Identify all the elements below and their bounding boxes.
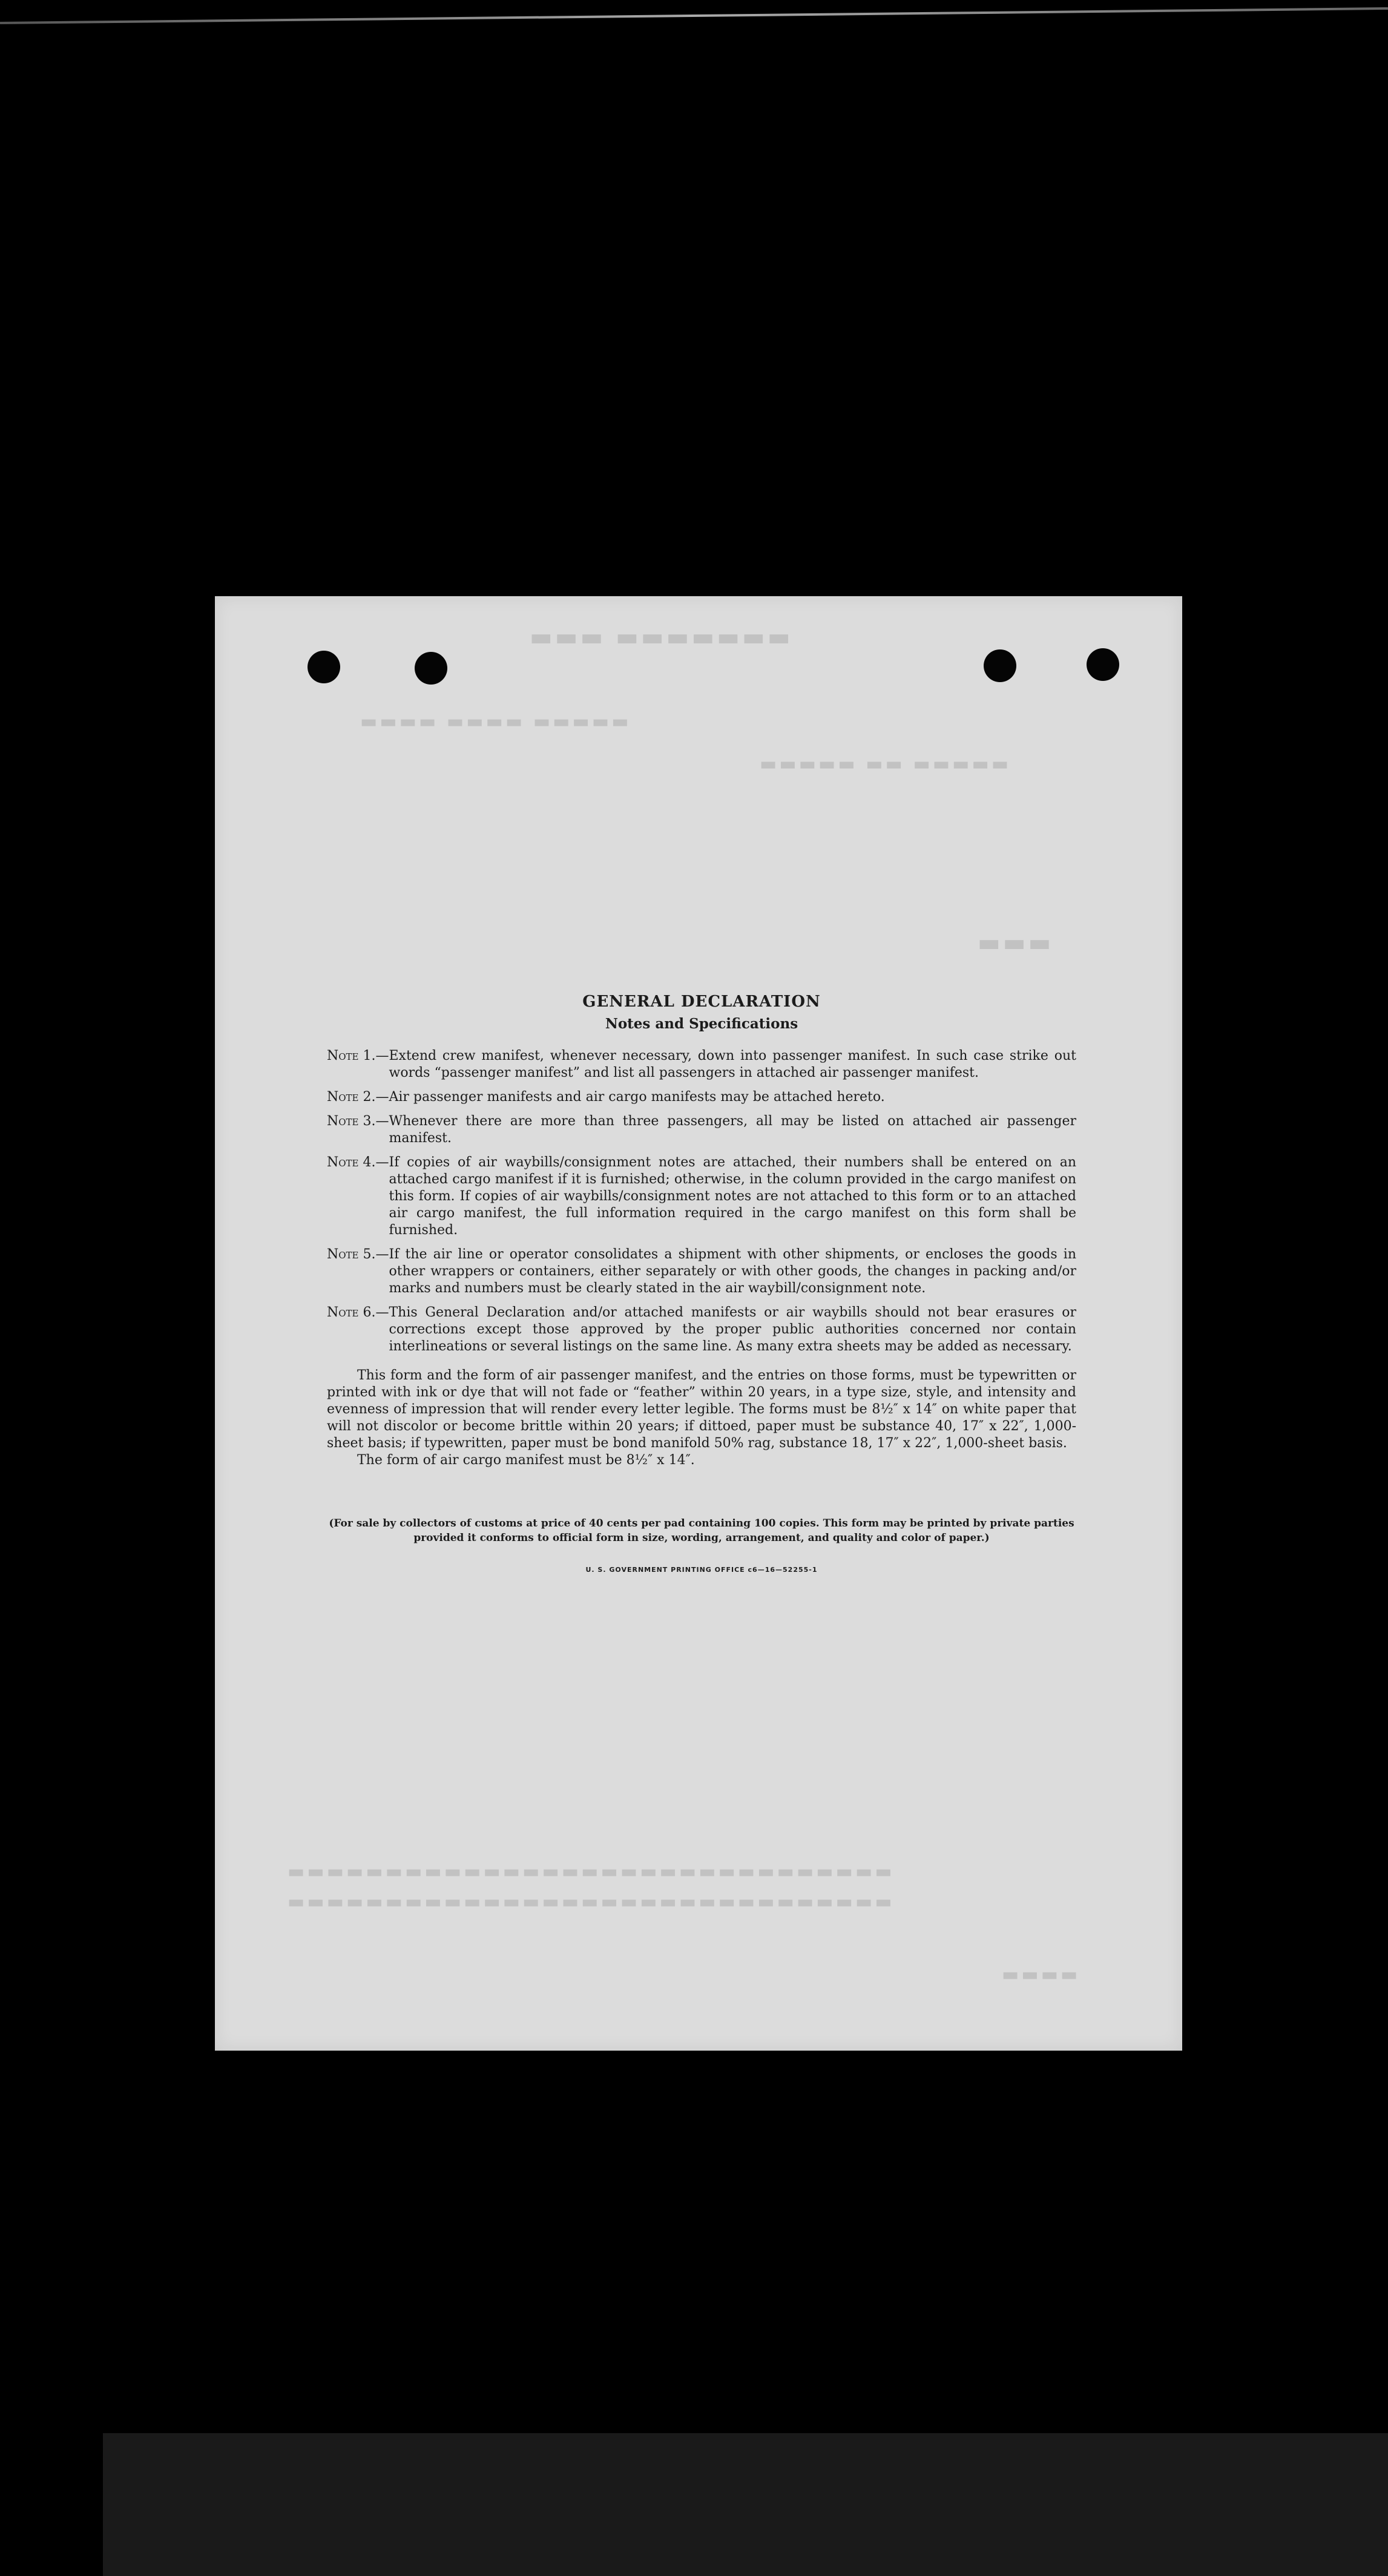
page-title: GENERAL DECLARATION	[582, 993, 821, 1011]
note-5	[327, 1246, 1076, 1297]
note-label: Note 2.—	[327, 1089, 389, 1105]
sale-notice: (For sale by collectors of customs at price of 40 cents per pad containing 100 copies. This form may be printed by private parties provided it conforms to official form in size, wording, arrangement, and quality and color of paper.)	[329, 1517, 1074, 1544]
note-2	[327, 1089, 1076, 1106]
note-label: Note 4.—	[327, 1155, 389, 1170]
bleed-through-mark: ▬▬▬ ▬▬▬▬▬▬▬	[530, 623, 793, 651]
bleed-through-mark: ▬▬▬▬▬▬▬▬▬▬▬▬▬▬▬▬▬▬▬▬▬▬▬▬▬▬▬▬▬▬▬	[288, 1891, 895, 1913]
note-6	[327, 1304, 1076, 1355]
note-label: Note 5.—	[327, 1247, 389, 1262]
bleed-through-mark: ▬▬▬▬ ▬▬▬▬ ▬▬▬▬▬	[360, 711, 631, 732]
note-text: This General Declaration and/or attached manifests or air waybills should not bear erasures or corrections except those approved by the proper public authorities concerned nor contain interlineations or several listings on the same line. As many extra sheets may be added as necessary.	[389, 1305, 1076, 1354]
note-label: Note 1.—	[327, 1048, 389, 1063]
film-shadow-strip	[103, 2433, 1388, 2576]
document-page	[215, 596, 1182, 2051]
bleed-through-mark: ▬▬▬▬▬▬▬▬▬▬▬▬▬▬▬▬▬▬▬▬▬▬▬▬▬▬▬▬▬▬▬	[288, 1861, 895, 1882]
printer-imprint: U. S. GOVERNMENT PRINTING OFFICE c6—16—52255-1	[585, 1566, 818, 1574]
punch-hole	[1087, 648, 1119, 681]
bleed-through-mark: ▬▬▬▬	[1002, 1964, 1080, 1985]
page-subtitle: Notes and Specifications	[605, 1016, 798, 1032]
note-3	[327, 1113, 1076, 1147]
punch-hole	[308, 651, 340, 683]
note-text: Air passenger manifests and air cargo manifests may be attached hereto.	[389, 1089, 885, 1105]
note-label: Note 6.—	[327, 1305, 389, 1320]
punch-hole	[415, 652, 447, 685]
declaration-text	[327, 993, 1076, 1574]
note-text: If the air line or operator consolidates a shipment with other shipments, or encloses the goods in other wrappers or containers, either separately or with other goods, the changes in packing and/or marks and numbers must be clearly stated in the air waybill/consignment note.	[389, 1247, 1076, 1296]
note-text: Extend crew manifest, whenever necessary, down into passenger manifest. In such case strike out words “passenger manifest” and list all passengers in attached air passenger manifest.	[389, 1048, 1076, 1080]
note-1	[327, 1048, 1076, 1082]
punch-hole	[984, 649, 1016, 682]
note-label: Note 3.—	[327, 1114, 389, 1129]
note-text: If copies of air waybills/consignment notes are attached, their numbers shall be entered on an attached cargo manifest if it is furnished; otherwise, in the column provided in the cargo manifest on this form. If copies of air waybills/consignment notes are not attached to this form or to an attached air cargo manifest, the full information required in the cargo manifest on this form shall be furnished.	[389, 1155, 1076, 1238]
bleed-through-mark: ▬▬▬▬▬ ▬▬ ▬▬▬▬▬	[760, 754, 1011, 775]
bleed-through-mark: ▬▬▬	[978, 929, 1054, 957]
specifications-paragraph: This form and the form of air passenger manifest, and the entries on those forms, must be typewritten or printed with ink or dye that will not fade or “feather” within 20 years, in a type size, style, and intensity and evenness of impression that will render every letter legible. The forms must be 8½″ x 14″ on white paper that will not discolor or become brittle within 20 years; if dittoed, paper must be substance 40, 17″ x 22″, 1,000-sheet basis; if typewritten, paper must be bond manifold 50% rag, substance 18, 17″ x 22″, 1,000-sheet basis.	[327, 1368, 1076, 1451]
note-4	[327, 1154, 1076, 1239]
film-edge-line	[0, 7, 1388, 24]
cargo-size-line: The form of air cargo manifest must be 8½″ x 14″.	[357, 1453, 695, 1468]
note-text: Whenever there are more than three passengers, all may be listed on attached air passenger manifest.	[389, 1114, 1076, 1146]
